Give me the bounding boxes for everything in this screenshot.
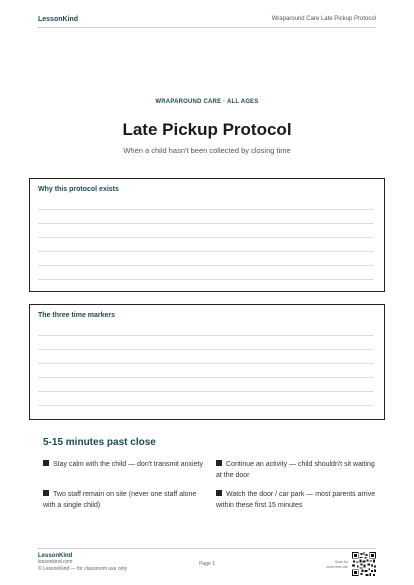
box-title-why: Why this protocol exists	[38, 186, 119, 193]
writing-line	[38, 209, 374, 210]
header-doc-title: Wraparound Care Late Pickup Protocol	[271, 16, 376, 22]
scan-note	[318, 560, 348, 569]
writing-line	[38, 391, 374, 392]
bullet-text: Watch the door / car park — most parents arrive within these first 15 minutes	[216, 491, 376, 509]
writing-lines	[38, 209, 374, 293]
writing-line	[38, 405, 374, 406]
square-bullet-icon	[216, 490, 222, 496]
writing-line	[38, 335, 374, 336]
list-item	[216, 459, 381, 481]
square-bullet-icon	[216, 460, 222, 466]
square-bullet-icon	[43, 460, 49, 466]
page-subtitle: When a child hasn't been collected by closing time	[123, 146, 291, 155]
page-header	[38, 14, 376, 28]
list-item	[216, 489, 381, 511]
page-title: Late Pickup Protocol	[122, 120, 292, 139]
bullet-text: Two staff remain on site (never one staff alone with a single child)	[43, 491, 197, 509]
footer-site[interactable]: lessonkind.com	[38, 559, 73, 565]
scan-note-line2: more free use	[326, 564, 348, 569]
bullet-list	[43, 459, 376, 511]
page-footer	[38, 548, 376, 578]
writing-line	[38, 223, 374, 224]
footer-copyright: © LessonKind — for classroom use only	[38, 566, 128, 572]
bullet-text: Stay calm with the child — don't transmit anxiety	[53, 461, 203, 468]
qr-code-icon	[352, 552, 376, 576]
scan-note-line1: Scan for	[334, 560, 348, 564]
writing-line	[38, 377, 374, 378]
list-item	[43, 489, 208, 511]
writing-line	[38, 251, 374, 252]
list-item	[43, 459, 208, 481]
page-number: Page 1	[199, 561, 215, 567]
eyebrow-label: WRAPAROUND CARE · ALL AGES	[155, 99, 259, 105]
writing-line	[38, 265, 374, 266]
bullet-text: Continue an activity — child shouldn't sit waiting at the door	[216, 461, 375, 479]
header-brand: LessonKind	[38, 15, 79, 23]
writing-line	[38, 349, 374, 350]
square-bullet-icon	[43, 490, 49, 496]
box-title-time-markers: The three time markers	[38, 312, 116, 319]
writing-box-why[interactable]	[29, 178, 385, 292]
writing-line	[38, 279, 374, 280]
writing-line	[38, 363, 374, 364]
section-title: 5-15 minutes past close	[43, 437, 156, 448]
writing-line	[38, 237, 374, 238]
writing-box-time-markers[interactable]	[29, 304, 385, 420]
footer-brand: LessonKind	[38, 553, 73, 559]
writing-lines	[38, 335, 374, 419]
